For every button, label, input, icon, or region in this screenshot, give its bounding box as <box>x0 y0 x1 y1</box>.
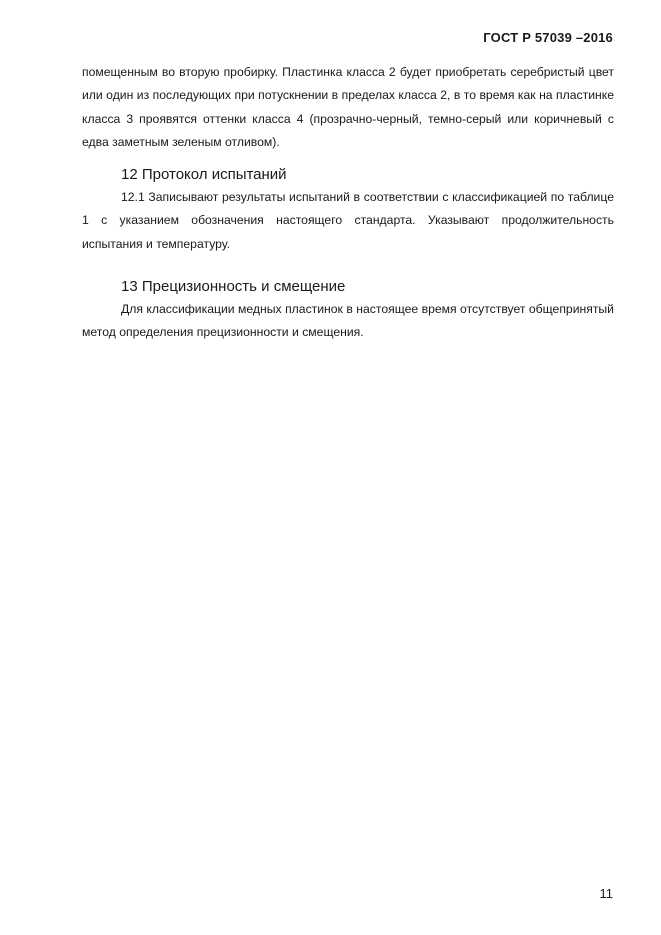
section-13-paragraph: Для классификации медных пластинок в настоящее время отсутствует общепринятый метод определения прецизионности и смещения. <box>82 302 614 340</box>
document-designation: ГОСТ Р 57039 –2016 <box>483 30 613 45</box>
section-13-heading: 13 Прецизионность и смещение <box>121 278 346 296</box>
page-content <box>82 61 614 345</box>
continuation-paragraph: помещенным во вторую пробирку. Пластинка класса 2 будет приобретать серебристый цвет или один из последующих при потускнении в пределах класса 2, в то время как на пластинке класса 3 проявятся оттенки класса 4 (прозрачно-черный, темно-серый или коричневый с едва заметным зеленым отливом). <box>82 65 614 149</box>
section-12-paragraph: 12.1 Записывают результаты испытаний в соответствии с классификацией по таблице 1 с указанием обозначения настоящего стандарта. Указывают продолжительность испытания и температуру. <box>82 190 614 251</box>
page-number: 11 <box>599 886 613 901</box>
section-12-heading: 12 Протокол испытаний <box>121 166 287 184</box>
